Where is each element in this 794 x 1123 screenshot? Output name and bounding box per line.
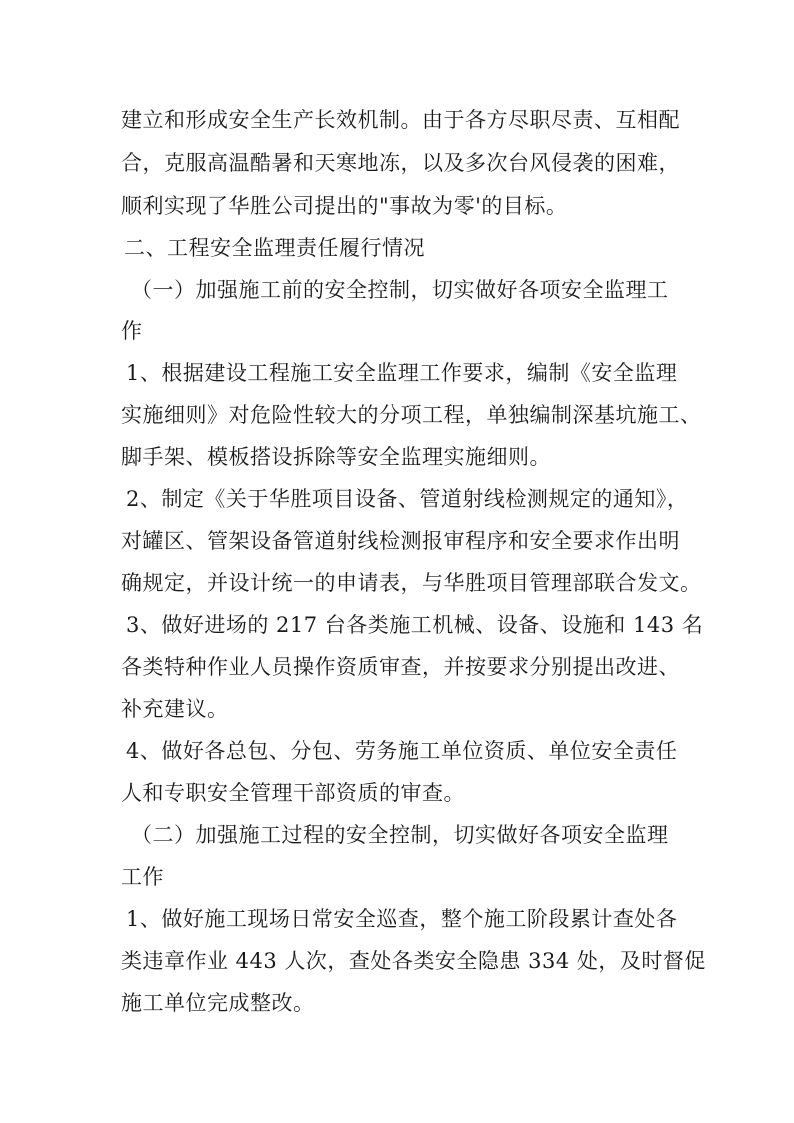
subsection-heading: （一）加强施工前的安全控制，切实做好各项安全监理工 [131,278,669,302]
list-item-line: 人和专职安全管理干部资质的审查。 [121,781,465,805]
body-text-line: 顺利实现了华胜公司提出的"事故为零'的目标。 [121,194,568,218]
list-item-line: 实施细则》对危险性较大的分项工程，单独编制深基坑施工、 [121,403,702,427]
section-heading: 二、工程安全监理责任履行情况 [124,236,425,260]
list-item-line: 脚手架、模板搭设拆除等安全监理实施细则。 [121,445,551,469]
body-text-line: 建立和形成安全生产长效机制。由于各方尽职尽责、互相配 [121,108,680,132]
list-item-line: 补充建议。 [121,697,229,721]
list-item-line: 确规定，并设计统一的申请表，与华胜项目管理部联合发文。 [121,571,702,595]
list-item-line: 各类特种作业人员操作资质审查，并按要求分别提出改进、 [121,655,680,679]
subsection-heading-continued: 作 [121,319,143,343]
list-item-line: 类违章作业 443 人次，查处各类安全隐患 334 处，及时督促 [121,949,706,973]
list-item-line: 4、做好各总包、分包、劳务施工单位资质、单位安全责任 [126,739,678,763]
subsection-heading: （二）加强施工过程的安全控制，切实做好各项安全监理 [131,823,669,847]
list-item-line: 1、做好施工现场日常安全巡查，整个施工阶段累计查处各 [126,907,678,931]
body-text-line: 合，克服高温酷暑和天寒地冻，以及多次台风侵袭的困难， [121,151,680,175]
list-item-line: 对罐区、管架设备管道射线检测报审程序和安全要求作出明 [121,529,680,553]
list-item-line: 施工单位完成整改。 [121,991,315,1015]
subsection-heading-continued: 工作 [121,865,164,889]
list-item-line: 2、制定《关于华胜项目设备、管道射线检测规定的通知》， [126,487,689,511]
list-item-line: 1、根据建设工程施工安全监理工作要求，编制《安全监理 [126,361,678,385]
list-item-line: 3、做好进场的 217 台各类施工机械、设备、设施和 143 名 [126,613,704,637]
